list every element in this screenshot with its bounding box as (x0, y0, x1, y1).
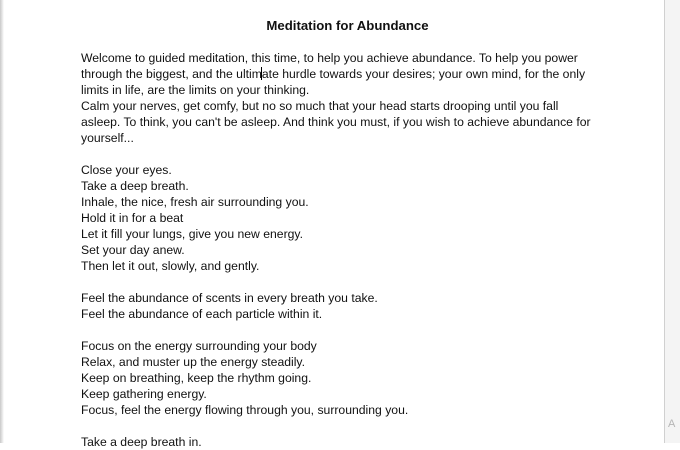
document-title: Meditation for Abundance (266, 18, 429, 33)
text-segment: ate hurdle towards your desires; your own mind, for the only (261, 67, 586, 81)
text-line: Feel the abundance of each particle within it. (81, 307, 323, 321)
paragraph-gap (81, 418, 656, 434)
window-gutter (665, 0, 680, 443)
text-line: Set your day anew. (81, 243, 185, 257)
text-line: Focus, feel the energy flowing through you, surrounding you. (81, 403, 409, 417)
text-line: Focus on the energy surrounding your body (81, 339, 317, 353)
text-line: yourself... (81, 131, 134, 145)
text-line-with-caret (81, 66, 656, 82)
corner-watermark: A (668, 418, 676, 430)
text-line: Take a deep breath. (81, 179, 189, 193)
text-segment: through the biggest, and the ultim (81, 67, 262, 81)
intro-paragraph (81, 50, 656, 146)
text-line: asleep. To think, you can't be asleep. And think you must, if you wish to achieve abundance for (81, 115, 591, 129)
text-line: limits in life, are the limits on your thinking. (81, 83, 310, 97)
text-line: Feel the abundance of scents in every breath you take. (81, 291, 378, 305)
document-page[interactable] (81, 0, 656, 450)
text-line: Calm your nerves, get comfy, but no so much that your head starts drooping until you fall (81, 99, 559, 113)
text-line: Inhale, the nice, fresh air surrounding you. (81, 195, 309, 209)
energy-paragraph (81, 338, 656, 418)
text-line: Close your eyes. (81, 163, 172, 177)
text-line: Relax, and muster up the energy steadily. (81, 355, 306, 369)
text-line: Let it fill your lungs, give you new energy. (81, 227, 303, 241)
paragraph-gap (81, 274, 656, 290)
text-line: Keep gathering energy. (81, 387, 207, 401)
closing-paragraph (81, 434, 656, 450)
page-shadow (0, 0, 4, 443)
text-line: Keep on breathing, keep the rhythm going. (81, 371, 312, 385)
paragraph-gap (81, 146, 656, 162)
abundance-paragraph (81, 290, 656, 322)
text-line: Welcome to guided meditation, this time, to help you achieve abundance. To help you power (81, 51, 578, 65)
text-line: Take a deep breath in. (81, 435, 202, 449)
breathing-paragraph (81, 162, 656, 274)
text-line: Hold it in for a beat (81, 211, 184, 225)
text-line: Then let it out, slowly, and gently. (81, 259, 260, 273)
paragraph-gap (81, 322, 656, 338)
